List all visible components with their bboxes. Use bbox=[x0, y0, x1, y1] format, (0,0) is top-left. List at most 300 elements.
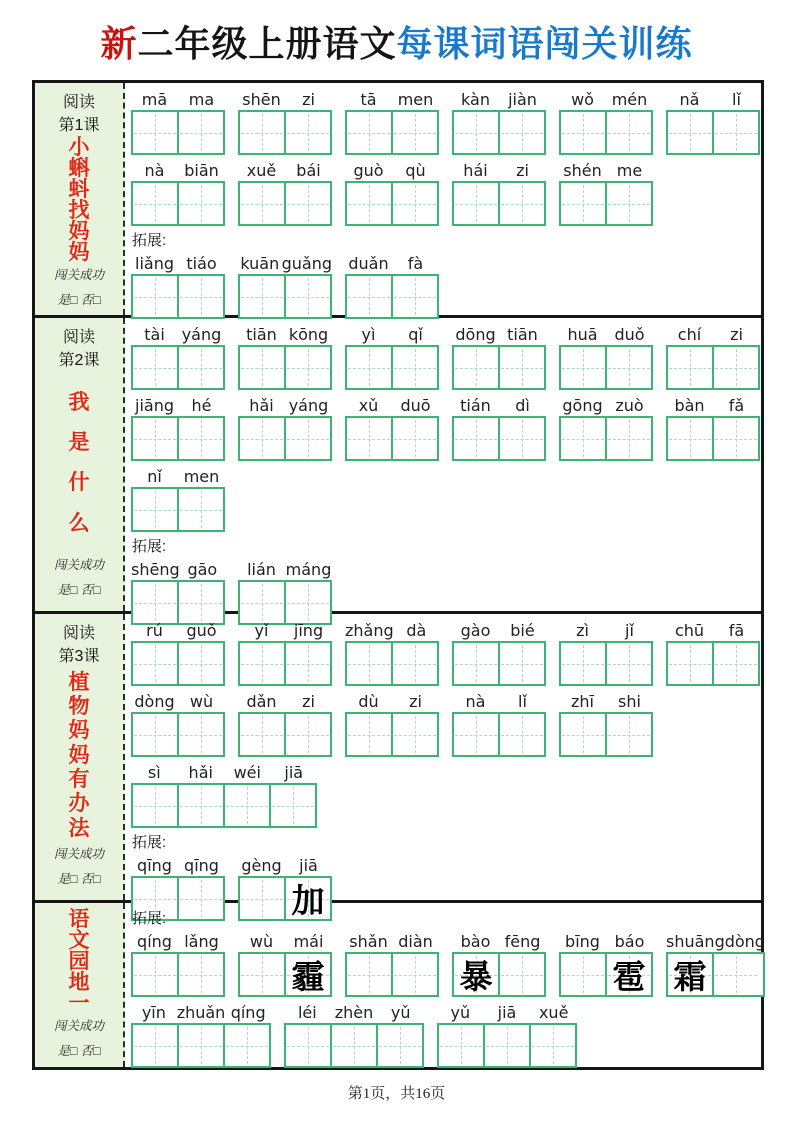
grid-cell[interactable] bbox=[454, 643, 498, 684]
pinyin bbox=[238, 930, 332, 951]
grid-cell[interactable] bbox=[240, 418, 284, 459]
grid-cell[interactable] bbox=[376, 1025, 422, 1066]
grid-cell[interactable] bbox=[454, 418, 498, 459]
lesson-title-char: 小 bbox=[68, 135, 90, 160]
word-group bbox=[284, 1001, 424, 1068]
pinyin-syllable: jǐ bbox=[625, 621, 634, 641]
grid-cell[interactable] bbox=[133, 954, 177, 995]
pinyin-syllable: bái bbox=[296, 161, 321, 181]
pinyin-syllable: wù bbox=[189, 692, 214, 712]
pinyin-syllable: qù bbox=[405, 161, 426, 181]
writing-grid bbox=[131, 952, 225, 997]
prefilled-char: 加 bbox=[291, 884, 325, 920]
pinyin-syllable: dì bbox=[515, 396, 530, 416]
grid-cell[interactable] bbox=[712, 954, 758, 995]
grid-cell[interactable] bbox=[240, 183, 284, 224]
grid-cell[interactable] bbox=[454, 347, 498, 388]
writing-grid bbox=[666, 416, 760, 461]
pinyin bbox=[666, 930, 765, 951]
word-group bbox=[131, 690, 225, 757]
grid-cell[interactable] bbox=[240, 347, 284, 388]
word-group bbox=[238, 619, 332, 686]
grid-cell[interactable] bbox=[561, 183, 605, 224]
grid-cell[interactable] bbox=[223, 785, 269, 826]
pinyin-syllable: qīng bbox=[184, 856, 219, 876]
grid-cell[interactable] bbox=[284, 954, 330, 995]
lesson-number-label bbox=[59, 91, 100, 137]
pinyin bbox=[131, 252, 225, 273]
grid-cell[interactable] bbox=[177, 643, 223, 684]
writing-grid bbox=[345, 952, 439, 997]
grid-cell[interactable] bbox=[498, 112, 544, 153]
word-group bbox=[452, 619, 546, 686]
yes-no-checkboxes[interactable]: 是□ 否□ bbox=[57, 1044, 101, 1058]
section-sidebar bbox=[35, 83, 125, 315]
grid-cell[interactable] bbox=[177, 878, 223, 919]
prefilled-char: 暴 bbox=[459, 960, 493, 996]
word-row bbox=[131, 252, 761, 319]
grid-cell[interactable] bbox=[284, 582, 330, 623]
grid-cell[interactable] bbox=[498, 643, 544, 684]
title-part-grade: 二年级上册语文 bbox=[137, 23, 397, 64]
writing-grid bbox=[452, 345, 546, 390]
writing-grid bbox=[238, 712, 332, 757]
pinyin-syllable: mén bbox=[611, 90, 648, 110]
grid-cell[interactable] bbox=[240, 714, 284, 755]
grid-cell[interactable] bbox=[498, 183, 544, 224]
lesson-number-label bbox=[59, 622, 100, 668]
pinyin-syllable: tài bbox=[144, 325, 165, 345]
grid-cell[interactable] bbox=[439, 1025, 483, 1066]
pinyin-syllable: gōng bbox=[562, 396, 603, 416]
grid-cell[interactable] bbox=[605, 347, 651, 388]
section-content bbox=[125, 83, 761, 315]
pinyin-syllable: lǐ bbox=[732, 90, 741, 110]
grid-cell[interactable] bbox=[605, 418, 651, 459]
section-sidebar bbox=[35, 614, 125, 900]
section-row-3 bbox=[35, 611, 761, 920]
word-group bbox=[131, 558, 225, 625]
grid-cell[interactable] bbox=[133, 183, 177, 224]
grid-cell[interactable] bbox=[454, 954, 498, 995]
prefilled-char: 霾 bbox=[291, 960, 325, 996]
writing-grid bbox=[559, 641, 653, 686]
lesson-number-label bbox=[59, 326, 100, 372]
word-group bbox=[559, 619, 653, 686]
pinyin-syllable: fǎ bbox=[728, 396, 745, 416]
pinyin-syllable: guǒ bbox=[186, 621, 217, 641]
grid-cell[interactable] bbox=[133, 112, 177, 153]
word-group bbox=[452, 88, 546, 155]
word-group bbox=[345, 159, 439, 226]
grid-cell[interactable] bbox=[177, 714, 223, 755]
grid-cell[interactable] bbox=[286, 1025, 330, 1066]
word-group bbox=[345, 323, 439, 390]
grid-cell[interactable] bbox=[133, 489, 177, 530]
grid-cell[interactable] bbox=[668, 112, 712, 153]
grid-cell[interactable] bbox=[498, 714, 544, 755]
writing-grid bbox=[452, 181, 546, 226]
pinyin-syllable: zi bbox=[516, 161, 529, 181]
pinyin bbox=[559, 930, 653, 951]
lesson-title-char: 妈 bbox=[68, 718, 90, 743]
pinyin bbox=[238, 558, 332, 579]
pinyin-syllable: dòng bbox=[724, 932, 765, 952]
pinyin-syllable: nǐ bbox=[147, 467, 162, 487]
writing-grid bbox=[131, 876, 225, 921]
pinyin bbox=[345, 930, 439, 951]
grid-cell[interactable] bbox=[605, 112, 651, 153]
yes-no-checkboxes[interactable]: 是□ 否□ bbox=[57, 583, 101, 597]
grid-cell[interactable] bbox=[391, 714, 437, 755]
pinyin-syllable: duō bbox=[400, 396, 431, 416]
word-group bbox=[452, 394, 546, 461]
grid-cell[interactable] bbox=[133, 418, 177, 459]
pinyin-syllable: dà bbox=[406, 621, 427, 641]
lesson-title-char: 有 bbox=[68, 767, 90, 792]
pinyin bbox=[666, 619, 760, 640]
grid-cell[interactable] bbox=[498, 418, 544, 459]
lesson-title-char: 妈 bbox=[68, 742, 90, 767]
pass-status bbox=[54, 1014, 104, 1064]
grid-cell[interactable] bbox=[668, 347, 712, 388]
pinyin bbox=[559, 619, 653, 640]
pinyin-syllable: gào bbox=[460, 621, 491, 641]
grid-cell[interactable] bbox=[561, 714, 605, 755]
pinyin-syllable: kōng bbox=[288, 325, 329, 345]
pinyin bbox=[452, 619, 546, 640]
grid-cell[interactable] bbox=[561, 112, 605, 153]
grid-cell[interactable] bbox=[712, 418, 758, 459]
grid-cell[interactable] bbox=[133, 347, 177, 388]
grid-cell[interactable] bbox=[483, 1025, 529, 1066]
lesson-title-vertical bbox=[69, 668, 90, 842]
pass-success-label: 闯关成功 bbox=[53, 268, 104, 283]
grid-cell[interactable] bbox=[391, 418, 437, 459]
grid-cell[interactable] bbox=[133, 714, 177, 755]
pinyin-syllable: zì bbox=[576, 621, 589, 641]
grid-cell[interactable] bbox=[347, 714, 391, 755]
word-group bbox=[452, 323, 546, 390]
grid-cell[interactable] bbox=[284, 643, 330, 684]
grid-cell[interactable] bbox=[284, 714, 330, 755]
word-group bbox=[131, 761, 317, 828]
pinyin-syllable: qīng bbox=[137, 856, 172, 876]
word-row bbox=[131, 465, 761, 532]
pinyin bbox=[452, 88, 546, 109]
pinyin-syllable: xǔ bbox=[358, 396, 379, 416]
pinyin bbox=[452, 930, 546, 951]
grid-cell[interactable] bbox=[391, 347, 437, 388]
pinyin-syllable: zhèn bbox=[334, 1003, 374, 1023]
pinyin bbox=[345, 394, 439, 415]
grid-cell[interactable] bbox=[391, 643, 437, 684]
pinyin-syllable: wǒ bbox=[571, 90, 594, 110]
yes-no-checkboxes[interactable]: 是□ 否□ bbox=[57, 293, 101, 308]
pinyin bbox=[345, 252, 439, 273]
grid-cell[interactable] bbox=[330, 1025, 376, 1066]
grid-cell[interactable] bbox=[284, 347, 330, 388]
grid-cell[interactable] bbox=[177, 1025, 223, 1066]
lesson-title-vertical bbox=[69, 137, 90, 263]
writing-grid bbox=[559, 952, 653, 997]
pass-status bbox=[54, 842, 104, 892]
grid-cell[interactable] bbox=[347, 643, 391, 684]
writing-grid bbox=[238, 641, 332, 686]
writing-grid bbox=[238, 580, 332, 625]
grid-cell[interactable] bbox=[454, 112, 498, 153]
pinyin-syllable: xuě bbox=[538, 1003, 569, 1023]
pinyin bbox=[131, 930, 225, 951]
word-row bbox=[131, 930, 765, 997]
writing-grid bbox=[238, 952, 332, 997]
grid-cell[interactable] bbox=[240, 276, 284, 317]
word-group bbox=[666, 88, 760, 155]
yes-no-checkboxes[interactable]: 是□ 否□ bbox=[57, 872, 101, 886]
pinyin-syllable: zuò bbox=[615, 396, 644, 416]
pinyin-syllable: huā bbox=[567, 325, 598, 345]
grid-cell[interactable] bbox=[133, 785, 177, 826]
writing-grid bbox=[559, 110, 653, 155]
prefilled-char: 霜 bbox=[673, 960, 707, 996]
writing-grid bbox=[238, 274, 332, 319]
pinyin-syllable: guǎng bbox=[281, 254, 332, 274]
grid-cell[interactable] bbox=[284, 112, 330, 153]
expand-label: 拓展: bbox=[132, 232, 167, 249]
grid-cell[interactable] bbox=[177, 276, 223, 317]
pinyin-syllable: duǒ bbox=[614, 325, 645, 345]
grid-cell[interactable] bbox=[240, 878, 284, 919]
pinyin-syllable: bàn bbox=[674, 396, 705, 416]
word-group bbox=[131, 465, 225, 532]
writing-grid bbox=[559, 181, 653, 226]
grid-cell[interactable] bbox=[240, 112, 284, 153]
writing-grid bbox=[345, 110, 439, 155]
lesson-title-char: 妈 bbox=[68, 240, 90, 265]
grid-cell[interactable] bbox=[605, 954, 651, 995]
pinyin-syllable: lián bbox=[247, 560, 276, 580]
grid-cell[interactable] bbox=[561, 418, 605, 459]
pinyin bbox=[559, 88, 653, 109]
pinyin-syllable: men bbox=[397, 90, 434, 110]
pinyin bbox=[131, 394, 225, 415]
lesson-title-char: 物 bbox=[68, 694, 90, 719]
word-row bbox=[131, 394, 761, 461]
grid-cell[interactable] bbox=[347, 418, 391, 459]
pinyin bbox=[666, 88, 760, 109]
word-group bbox=[238, 159, 332, 226]
pinyin bbox=[238, 252, 332, 273]
word-group bbox=[666, 394, 760, 461]
grid-cell[interactable] bbox=[561, 643, 605, 684]
grid-cell[interactable] bbox=[133, 878, 177, 919]
section-sidebar bbox=[35, 318, 125, 611]
grid-cell[interactable] bbox=[391, 183, 437, 224]
grid-cell[interactable] bbox=[454, 183, 498, 224]
grid-cell[interactable] bbox=[177, 489, 223, 530]
pinyin-syllable: men bbox=[183, 467, 220, 487]
pinyin-syllable: shēng bbox=[131, 560, 180, 580]
writing-grid bbox=[131, 487, 225, 532]
grid-cell[interactable] bbox=[133, 1025, 177, 1066]
writing-grid bbox=[559, 712, 653, 757]
lesson-title-char: 文 bbox=[68, 928, 90, 952]
grid-cell[interactable] bbox=[498, 347, 544, 388]
grid-cell[interactable] bbox=[240, 582, 284, 623]
grid-cell[interactable] bbox=[347, 183, 391, 224]
pinyin-syllable: bīng bbox=[565, 932, 600, 952]
grid-cell[interactable] bbox=[177, 954, 223, 995]
pinyin-syllable: lǎng bbox=[184, 932, 219, 952]
pinyin-syllable: qíng bbox=[137, 932, 172, 952]
pinyin bbox=[345, 159, 439, 180]
grid-cell[interactable] bbox=[529, 1025, 575, 1066]
pinyin-syllable: fà bbox=[407, 254, 424, 274]
word-group bbox=[238, 930, 332, 997]
grid-cell[interactable] bbox=[269, 785, 315, 826]
pinyin-syllable: chí bbox=[677, 325, 702, 345]
pinyin-syllable: nà bbox=[144, 161, 165, 181]
pinyin-syllable: yǔ bbox=[450, 1003, 471, 1023]
grid-cell[interactable] bbox=[712, 643, 758, 684]
grid-cell[interactable] bbox=[347, 112, 391, 153]
grid-cell[interactable] bbox=[177, 418, 223, 459]
lesson-title-char: 园 bbox=[68, 949, 90, 973]
pinyin-syllable: liǎng bbox=[135, 254, 174, 274]
grid-cell[interactable] bbox=[561, 954, 605, 995]
pinyin bbox=[238, 323, 332, 344]
pinyin bbox=[345, 88, 439, 109]
pinyin-syllable: kuān bbox=[240, 254, 280, 274]
pinyin-syllable: jiā bbox=[284, 763, 304, 783]
writing-grid bbox=[238, 110, 332, 155]
writing-grid bbox=[452, 952, 546, 997]
grid-cell[interactable] bbox=[177, 785, 223, 826]
lesson-title-char: 什 bbox=[68, 470, 90, 495]
grid-cell[interactable] bbox=[561, 347, 605, 388]
worksheet-title bbox=[0, 22, 793, 65]
grid-cell[interactable] bbox=[498, 954, 544, 995]
grid-cell[interactable] bbox=[133, 643, 177, 684]
prefilled-char: 雹 bbox=[612, 960, 646, 996]
pinyin-syllable: léi bbox=[297, 1003, 317, 1023]
grid-cell[interactable] bbox=[391, 112, 437, 153]
grid-cell[interactable] bbox=[605, 714, 651, 755]
lesson-label-line: 阅读 bbox=[62, 94, 95, 111]
grid-cell[interactable] bbox=[240, 643, 284, 684]
pinyin-syllable: hái bbox=[463, 161, 488, 181]
pinyin-syllable: jiàn bbox=[508, 90, 537, 110]
word-group bbox=[345, 690, 439, 757]
word-group bbox=[345, 619, 439, 686]
pinyin-syllable: zhī bbox=[571, 692, 594, 712]
writing-grid bbox=[131, 181, 225, 226]
pinyin bbox=[131, 465, 225, 486]
grid-cell[interactable] bbox=[284, 418, 330, 459]
grid-cell[interactable] bbox=[668, 418, 712, 459]
grid-cell[interactable] bbox=[223, 1025, 269, 1066]
grid-cell[interactable] bbox=[133, 582, 177, 623]
word-group bbox=[131, 394, 225, 461]
grid-cell[interactable] bbox=[177, 112, 223, 153]
lesson-title-char: 语 bbox=[68, 907, 90, 931]
word-group bbox=[559, 930, 653, 997]
grid-cell[interactable] bbox=[454, 714, 498, 755]
pinyin-syllable: shi bbox=[618, 692, 641, 712]
pinyin bbox=[666, 394, 760, 415]
writing-grid bbox=[452, 110, 546, 155]
grid-cell[interactable] bbox=[712, 112, 758, 153]
grid-cell[interactable] bbox=[177, 347, 223, 388]
grid-cell[interactable] bbox=[347, 276, 391, 317]
pinyin-syllable: qíng bbox=[230, 1003, 266, 1023]
lesson-title-char: 么 bbox=[68, 510, 90, 535]
pinyin-syllable: bào bbox=[460, 932, 491, 952]
grid-cell[interactable] bbox=[347, 954, 391, 995]
word-group bbox=[345, 930, 439, 997]
pinyin bbox=[559, 690, 653, 711]
lesson-title-char: 找 bbox=[68, 198, 90, 223]
pinyin-syllable: diàn bbox=[398, 932, 433, 952]
pinyin-syllable: yì bbox=[361, 325, 376, 345]
grid-cell[interactable] bbox=[391, 276, 437, 317]
grid-cell[interactable] bbox=[391, 954, 437, 995]
grid-cell[interactable] bbox=[133, 276, 177, 317]
pinyin-syllable: nà bbox=[465, 692, 486, 712]
grid-cell[interactable] bbox=[240, 954, 284, 995]
lesson-title-char: 妈 bbox=[68, 219, 90, 244]
grid-cell[interactable] bbox=[605, 643, 651, 684]
pinyin-syllable: fā bbox=[728, 621, 745, 641]
grid-cell[interactable] bbox=[284, 276, 330, 317]
grid-cell[interactable] bbox=[347, 347, 391, 388]
pinyin-syllable: hǎi bbox=[249, 396, 274, 416]
pinyin-syllable: jiā bbox=[497, 1003, 517, 1023]
pinyin-syllable: ma bbox=[188, 90, 215, 110]
writing-grid bbox=[345, 641, 439, 686]
pinyin-syllable: fēng bbox=[504, 932, 541, 952]
pinyin-syllable: dù bbox=[358, 692, 379, 712]
grid-cell[interactable] bbox=[177, 582, 223, 623]
grid-cell[interactable] bbox=[668, 954, 712, 995]
pinyin-syllable: jiāng bbox=[135, 396, 174, 416]
pinyin-syllable: duǎn bbox=[348, 254, 389, 274]
lesson-title-char: 植 bbox=[68, 669, 90, 694]
word-group bbox=[238, 558, 332, 625]
grid-cell[interactable] bbox=[668, 643, 712, 684]
grid-cell[interactable] bbox=[284, 183, 330, 224]
grid-cell[interactable] bbox=[177, 183, 223, 224]
grid-cell[interactable] bbox=[284, 878, 330, 919]
writing-grid bbox=[131, 1023, 271, 1068]
word-group bbox=[559, 690, 653, 757]
writing-grid bbox=[559, 345, 653, 390]
writing-grid bbox=[345, 181, 439, 226]
writing-grid bbox=[238, 181, 332, 226]
pinyin bbox=[345, 323, 439, 344]
pinyin-syllable: xuě bbox=[246, 161, 277, 181]
grid-cell[interactable] bbox=[605, 183, 651, 224]
lesson-title-char: 蝌 bbox=[68, 156, 90, 181]
word-group bbox=[559, 159, 653, 226]
section-row-1 bbox=[35, 83, 761, 315]
word-group bbox=[238, 323, 332, 390]
pinyin bbox=[238, 394, 332, 415]
pinyin bbox=[238, 159, 332, 180]
grid-cell[interactable] bbox=[712, 347, 758, 388]
word-group bbox=[345, 252, 439, 319]
pinyin bbox=[452, 323, 546, 344]
